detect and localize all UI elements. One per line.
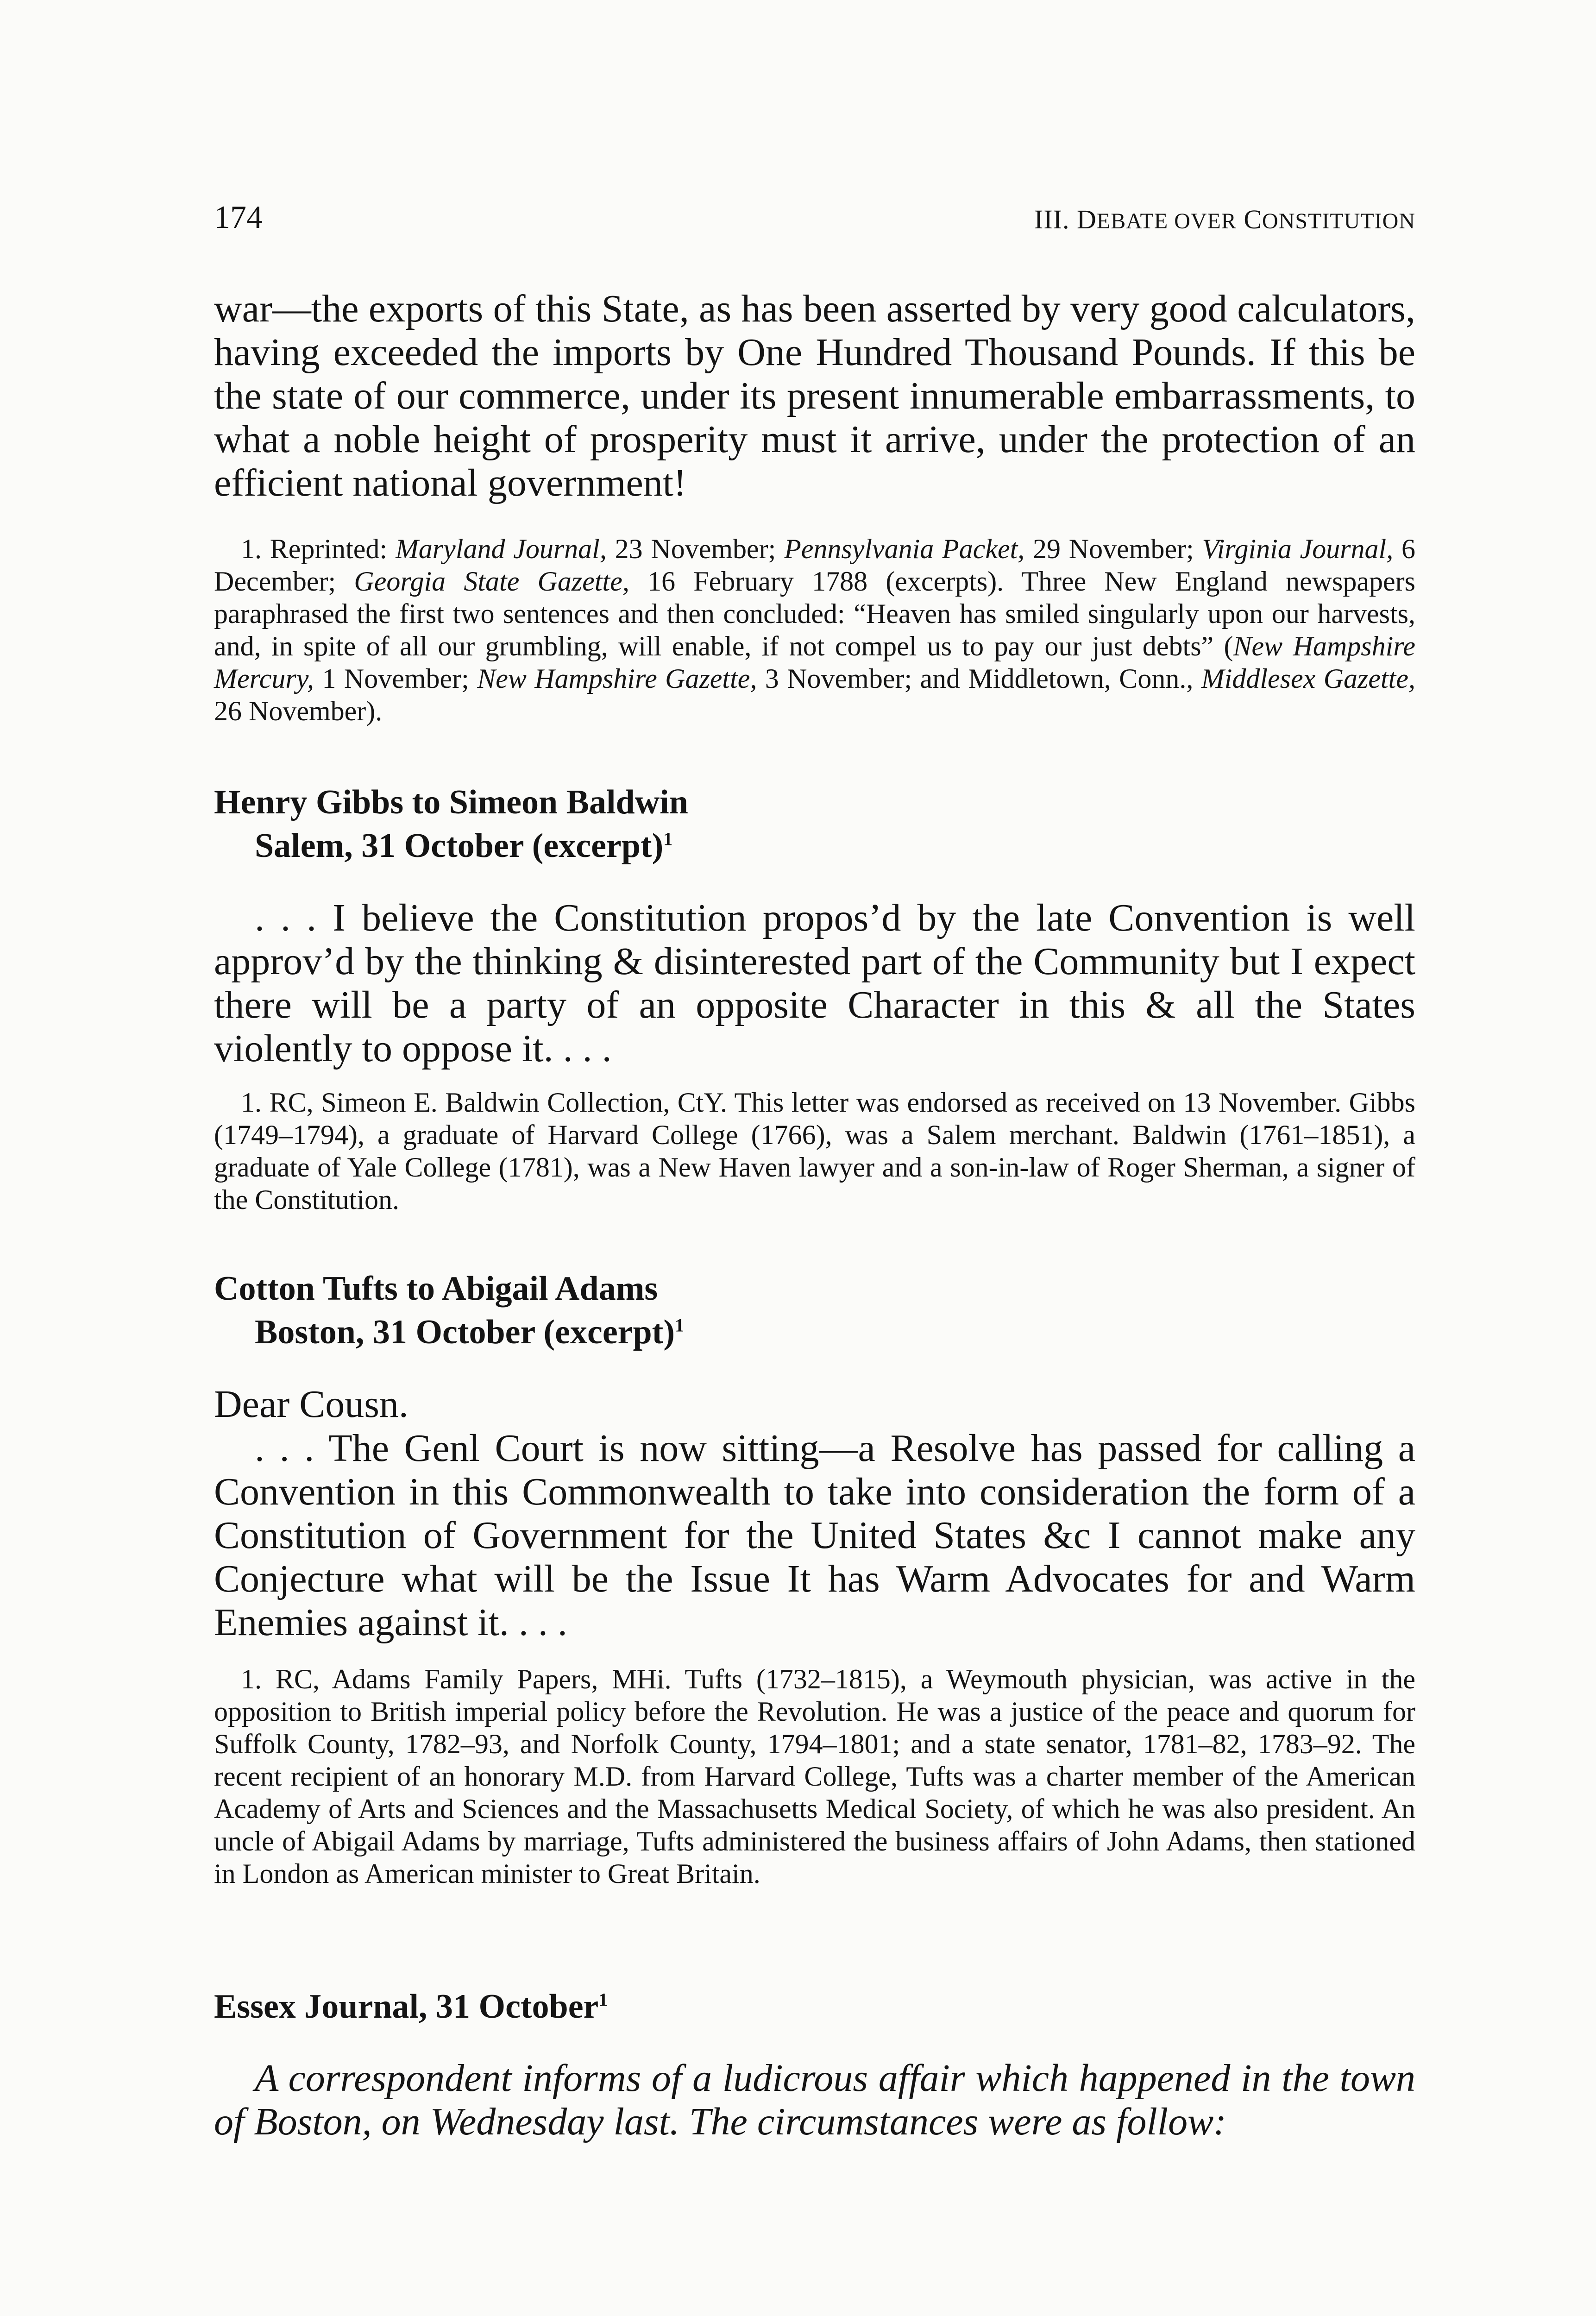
continuation-paragraph: war—the exports of this State, as has been asserted by very good calculators, having exceeded the imports by One Hundred Thousand Pounds. If this be the state of our commerce, under its present innumerable embarrassments, to what a noble height of prosperity must it arrive, under the protection of an efficient national government! (214, 287, 1415, 504)
footnote-tufts: 1. RC, Adams Family Papers, MHi. Tufts (1732–1815), a Weymouth physician, was active in the opposition to British imperial policy before the Revolution. He was a justice of the peace and quorum for Suffolk County, 1782–93, and Norfolk County, 1794–1801; and a state senator, 1781–82, 1783–92. The recent recipient of an honorary M.D. from Harvard College, Tufts was a charter member of the American Academy of Arts and Sciences and the Massachusetts Medical Society, of which he was also president. An uncle of Abigail Adams by marriage, Tufts administered the business affairs of John Adams, then stationed in London as American minister to Great Britain. (214, 1664, 1415, 1889)
section-heading-essex-journal (214, 1985, 1415, 2028)
section-subtitle: Boston, 31 October (excerpt)$^1$ (255, 1313, 684, 1351)
section-subtitle: Salem, 31 October (excerpt)$^1$ (255, 827, 673, 865)
page-number: 174 (214, 200, 263, 235)
letter-salutation: Dear Cousn. (214, 1383, 408, 1426)
section-title: Essex Journal, 31 October$^1$ (214, 1988, 608, 2026)
footnote-reprints: 1. Reprinted: Maryland Journal, 23 November; Pennsylvania Packet, 29 November; Virginia Journal, 6 December; Georgia State Gazette, 16 February 1788 (excerpts). Three New England newspapers paraphrased the first two sentences and then concluded: “Heaven has smiled singularly upon our harvests, and, in spite of all our grumbling, will enable, if not compel us to pay our just debts” (New Hampshire Mercury, 1 November; New Hampshire Gazette, 3 November; and Middletown, Conn., Middlesex Gazette, 26 November). (214, 534, 1415, 726)
section-title: Cotton Tufts to Abigail Adams (214, 1270, 658, 1308)
letter-excerpt-tufts: . . . The Genl Court is now sitting—a Resolve has passed for calling a Convention in this Commonwealth to take into consideration the form of a Constitution of Government for the United States &c I cannot make any Conjecture what will be the Issue It has Warm Advocates for and Warm Enemies against it. . . . (214, 1427, 1415, 1644)
essex-journal-excerpt: A correspondent informs of a ludicrous affair which happened in the town of Boston, on Wednesday last. The circumstances were as follow: (214, 2057, 1415, 2143)
section-heading-tufts (214, 1267, 1415, 1354)
running-head: III. DEBATE OVER CONSTITUTION (1034, 204, 1415, 234)
footnote-gibbs: 1. RC, Simeon E. Baldwin Collection, CtY. This letter was endorsed as received on 13 November. Gibbs (1749–1794), a graduate of Harvard College (1766), was a Salem merchant. Baldwin (1761–1851), a graduate of Yale College (1781), was a New Haven lawyer and a son-in-law of Roger Sherman, a signer of the Constitution. (214, 1087, 1415, 1215)
section-heading-gibbs (214, 780, 1415, 868)
letter-excerpt-gibbs: . . . I believe the Constitution propos’d by the late Convention is well approv’d by the thinking & disinterested part of the Community but I expect there will be a party of an opposite Character in this & all the States violently to oppose it. . . . (214, 896, 1415, 1070)
section-title: Henry Gibbs to Simeon Baldwin (214, 783, 688, 821)
page-header (214, 199, 1415, 236)
